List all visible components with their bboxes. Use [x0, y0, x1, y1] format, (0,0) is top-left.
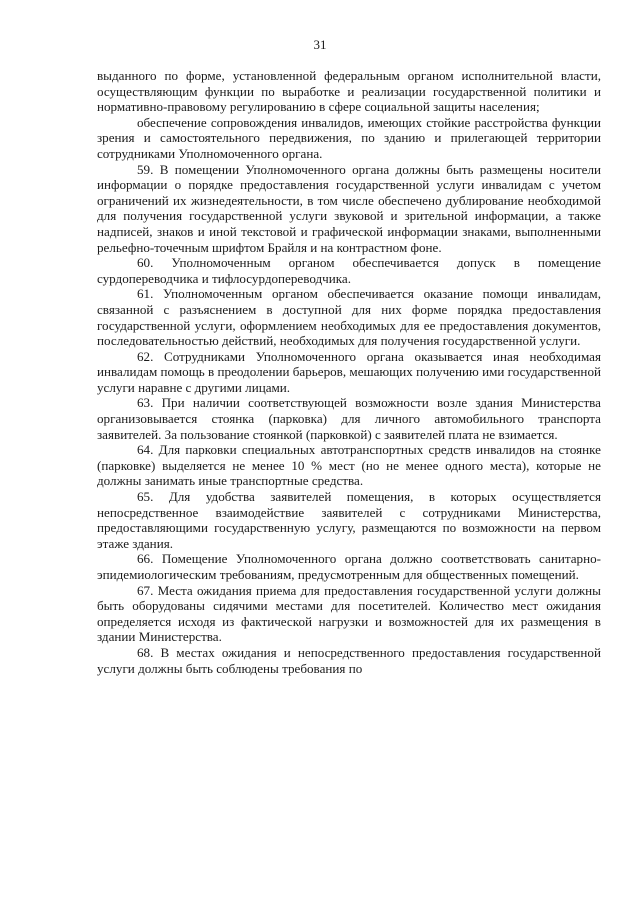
- page-number: 31: [313, 37, 327, 52]
- document-body: [97, 68, 601, 676]
- paragraph-66: 66. Помещение Уполномоченного органа должно соответствовать санитарно-эпидемиологическим требованиям, предусмотренным для общественных помещений.: [97, 551, 601, 582]
- paragraph-continuation: выданного по форме, установленной федеральным органом исполнительной власти, осуществляющим функции по выработке и реализации государственной политики и нормативно-правовому регулированию в сфере социальной защиты населения;: [97, 68, 601, 115]
- paragraph-escort: обеспечение сопровождения инвалидов, имеющих стойкие расстройства функции зрения и самостоятельного передвижения, по зданию и прилегающей территории сотрудниками Уполномоченного органа.: [97, 114, 601, 161]
- paragraph-63: 63. При наличии соответствующей возможности возле здания Министерства организовывается стоянка (парковка) для личного автомобильного транспорта заявителей. За пользование стоянкой (парковкой) с заявителей плата не взимается.: [97, 395, 601, 442]
- paragraph-62: 62. Сотрудниками Уполномоченного органа оказывается иная необходимая инвалидам помощь в преодолении барьеров, мешающих получению ими государственной услуги наравне с другими лицами.: [97, 348, 601, 395]
- paragraph-61: 61. Уполномоченным органом обеспечивается оказание помощи инвалидам, связанной с разъяснением в доступной для них форме порядка предоставления государственной услуги, оформлением необходимых для ее предоставления документов, последовательностью действий, необходимых для получения государственной услуги.: [97, 286, 601, 349]
- paragraph-67: 67. Места ожидания приема для предоставления государственной услуги должны быть оборудованы сидячими местами для посетителей. Количество мест ожидания определяется исходя из фактической нагрузки и возможностей для их размещения в здании Министерства.: [97, 582, 601, 645]
- paragraph-59: 59. В помещении Уполномоченного органа должны быть размещены носители информации о порядке предоставления государственной услуги инвалидам с учетом ограничений их жизнедеятельности, в том числе обеспечено дублирование необходимой для получения государственной услуги звуковой и зрительной информации, а также надписей, знаков и иной текстовой и графической информации знаками, выполненными рельефно-точечным шрифтом Брайля и на контрастном фоне.: [97, 161, 601, 255]
- paragraph-60: 60. Уполномоченным органом обеспечивается допуск в помещение сурдопереводчика и тифлосурдопереводчика.: [97, 255, 601, 286]
- paragraph-68: 68. В местах ожидания и непосредственного предоставления государственной услуги должны быть соблюдены требования по: [97, 644, 601, 676]
- paragraph-65: 65. Для удобства заявителей помещения, в которых осуществляется непосредственное взаимодействие заявителей с сотрудниками Министерства, предоставляющими государственную услугу, размещаются по возможности на первом этаже здания.: [97, 489, 601, 551]
- paragraph-64: 64. Для парковки специальных автотранспортных средств инвалидов на стоянке (парковке) выделяется не менее 10 % мест (но не менее одного места), которые не должны занимать иные транспортные средства.: [97, 442, 601, 489]
